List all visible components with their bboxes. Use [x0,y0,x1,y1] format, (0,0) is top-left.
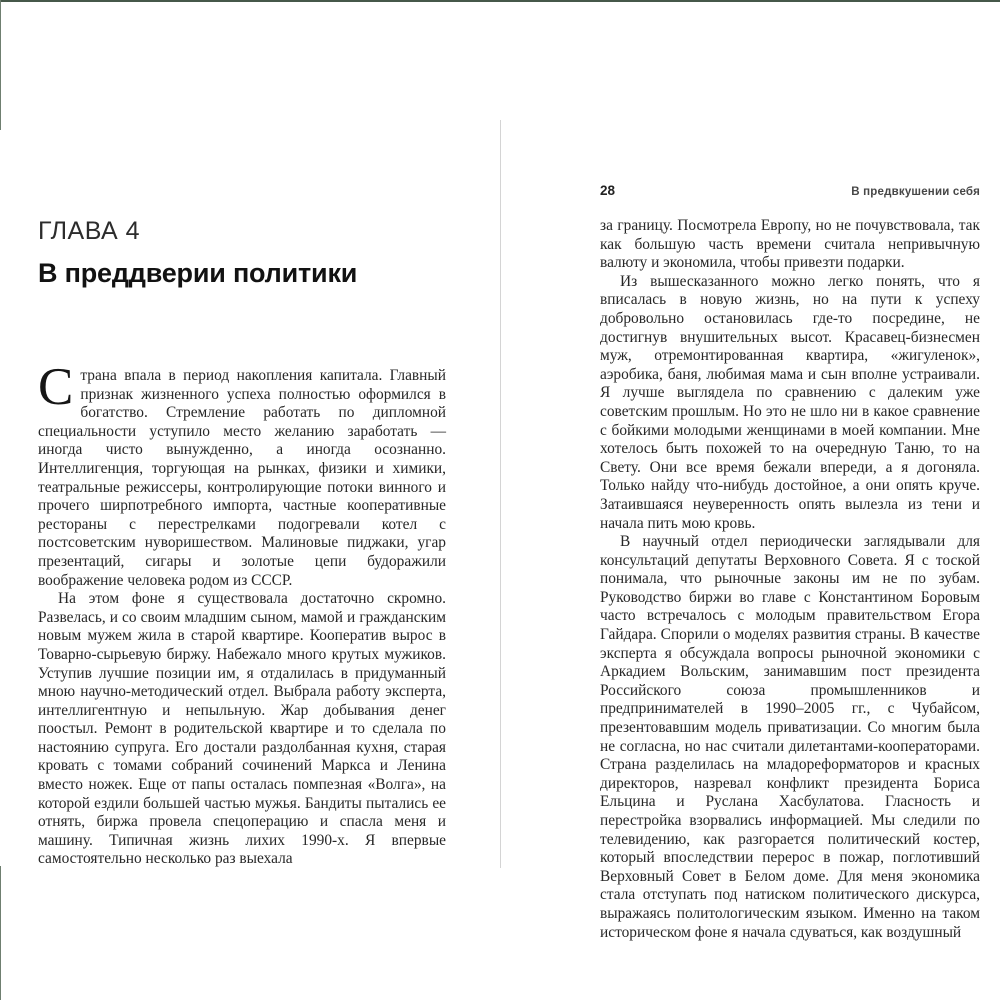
running-header: В предвкушении себя [851,186,980,198]
page-gutter-divider [500,120,501,868]
right-page-body [600,217,980,942]
chapter-kicker: ГЛАВА 4 [38,217,141,245]
paragraph-text: трана впала в период накопления капитала. Главный признак жизненного успеха полностью оформился в богатство. Стремление работать по дипломной специальности уступило место желанию заработать — иногда чисто вынужденно, а иногда осознанно. Интеллигенция, торгующая на рынках, физики и химики, театральные режиссеры, контролирующие потоки винного и прочего ширпотребного импорта, частные кооперативные рестораны с перестрелками подогревали котел с постсоветским нуворишеством. Малиновые пиджаки, угар презентаций, сигары и золотые цепи будоражили воображение человека родом из СССР. [38,367,446,589]
paragraph: Из вышесказанного можно легко понять, что я вписалась в новую жизнь, но на пути к успеху добровольно остановилась где-то посредине, не достигнув внушительных высот. Красавец-бизнесмен муж, отремонтированная квартира, «жигуленок», аэробика, баня, любимая мама и сын вполне устраивали. Я лучше выглядела по сравнению с далеким уже советским прошлым. Но это не шло ни в какое сравнение с бойкими молодыми женщинами в моей компании. Мне хотелось быть похожей то на очередную Таню, то на Свету. Они все время бежали впереди, а я догоняла. Только найду что-нибудь достойное, а они опять круче. Затаившаяся неуверенность опять вылезла из тени и начала пить мою кровь. [600,272,980,532]
paragraph: На этом фоне я существовала достаточно скромно. Развелась, и со своим младшим сыном, мамой и гражданским новым мужем жила в старой квартире. Кооператив вырос в Товарно-сырьевую биржу. Набежало много крутых мужиков. Уступив лучшие позиции им, я отдалилась в придуманный мною научно-методический отдел. Выбрала работу эксперта, интеллигентную и непыльную. Жар добывания денег поостыл. Ремонт в родительской квартире и то сделала по настоянию супруга. Его достали раздолбанная кухня, старая кровать с томами собраний сочинений Маркса и Ленина вместо ножек. Еще от папы осталась помпезная «Волга», на которой ездили большей частью мужья. Бандиты пытались ее отнять, биржа провела спецоперацию и спасла меня и машину. Типичная жизнь лихих 1990-х. Я впервые самостоятельно несколько раз выехала [38,590,446,868]
paragraph: В научный отдел периодически заглядывали для консультаций депутаты Верховного Совета. Я с тоской понимала, что рыночные законы им не по зубам. Руководство биржи во главе с Константином Боровым часто встречалось с молодым правительством Егора Гайдара. Спорили о моделях развития страны. В качестве эксперта я обсуждала вопросы рыночной экономики с Аркадием Вольским, занимавшим пост президента Российского союза промышленников и предпринимателей в 1990–2005 гг., с Чубайсом, презентовавшим модель приватизации. Со многим была не согласна, но нас считали дилетантами-кооператорами. Страна разделилась на младореформаторов и красных директоров, назревал конфликт президента Бориса Ельцина и Руслана Хасбулатова. Гласность и перестройка взорвались информацией. Мы следили по телевидению, как разгорается политический костер, который впоследствии перерос в пожар, поглотивший Верховный Совет в Белом доме. Для меня экономика стала отступать под натиском политического дискурса, выражаясь политологическим языком. Именно на таком историческом фоне я начала сдуваться, как воздушный [600,533,980,941]
drop-cap: С [38,358,74,416]
paragraph: за границу. Посмотрела Европу, но не почувствовала, так как большую часть времени считала непривычную валюту и экономила, чтобы привезти подарки. [600,217,980,272]
left-page-body [38,358,446,869]
paragraph [38,358,446,590]
right-page-header [600,183,980,198]
right-page [600,0,980,942]
photo-edge-left-bottom [0,866,1,1000]
photo-edge-left-top [0,0,1,130]
left-page [38,0,446,869]
page-number: 28 [600,183,616,198]
chapter-title: В преддверии политики [38,258,358,288]
